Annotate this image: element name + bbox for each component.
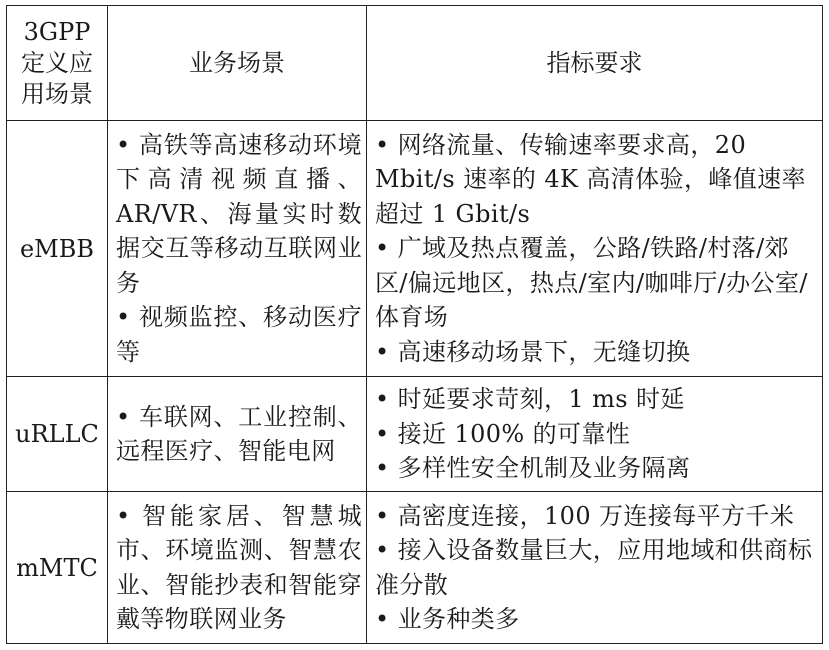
- table-row: [7, 492, 823, 644]
- requirement-cell: [367, 377, 823, 492]
- list-item: • 网络流量、传输速率要求高，20 Mbit/s 速率的 4K 高清体验，峰值速率超过 1 Gbit/s: [375, 130, 806, 228]
- list-item: • 高密度连接，100 万连接每平方千米: [375, 501, 795, 530]
- header-business-scenario: 业务场景: [108, 6, 367, 121]
- list-item: • 广域及热点覆盖，公路/铁路/村落/郊区/偏远地区，热点/室内/咖啡厅/办公室/体育场: [375, 234, 808, 332]
- header-row: [7, 6, 823, 121]
- list-item: • 接近 100% 的可靠性: [375, 419, 631, 448]
- scenario-cell: [108, 121, 367, 377]
- scenario-cell: [108, 377, 367, 492]
- table-row: [7, 121, 823, 377]
- scenario-requirements-table: [6, 5, 823, 644]
- header-line: 定义应: [21, 48, 93, 77]
- scenario-name: mMTC: [7, 492, 108, 644]
- list-item: • 接入设备数量巨大，应用地域和供商标准分散: [375, 536, 813, 599]
- list-item: • 智能家居、智慧城市、环境监测、智慧农业、智能抄表和智能穿戴等物联网业务: [116, 501, 362, 633]
- scenario-name: eMBB: [7, 121, 108, 377]
- list-item: • 业务种类多: [375, 605, 520, 633]
- requirement-cell: [367, 492, 823, 644]
- requirement-cell: [367, 121, 823, 377]
- header-indicator-requirement: 指标要求: [367, 6, 823, 121]
- header-line: 3GPP: [23, 17, 91, 46]
- header-scenario-definition: [7, 6, 108, 121]
- header-line: 用场景: [21, 79, 93, 108]
- table-row: [7, 377, 823, 492]
- scenario-cell: [108, 492, 367, 644]
- list-item: • 车联网、工业控制、远程医疗、智能电网: [116, 402, 362, 465]
- list-item: • 高速移动场景下，无缝切换: [375, 337, 691, 366]
- list-item: • 高铁等高速移动环境下高清视频直播、AR/VR、海量实时数据交互等移动互联网业务: [116, 130, 362, 297]
- scenario-name: uRLLC: [7, 377, 108, 492]
- list-item: • 时延要求苛刻，1 ms 时延: [375, 385, 685, 414]
- list-item: • 视频监控、移动医疗等: [116, 303, 362, 366]
- list-item: • 多样性安全机制及业务隔离: [375, 454, 691, 483]
